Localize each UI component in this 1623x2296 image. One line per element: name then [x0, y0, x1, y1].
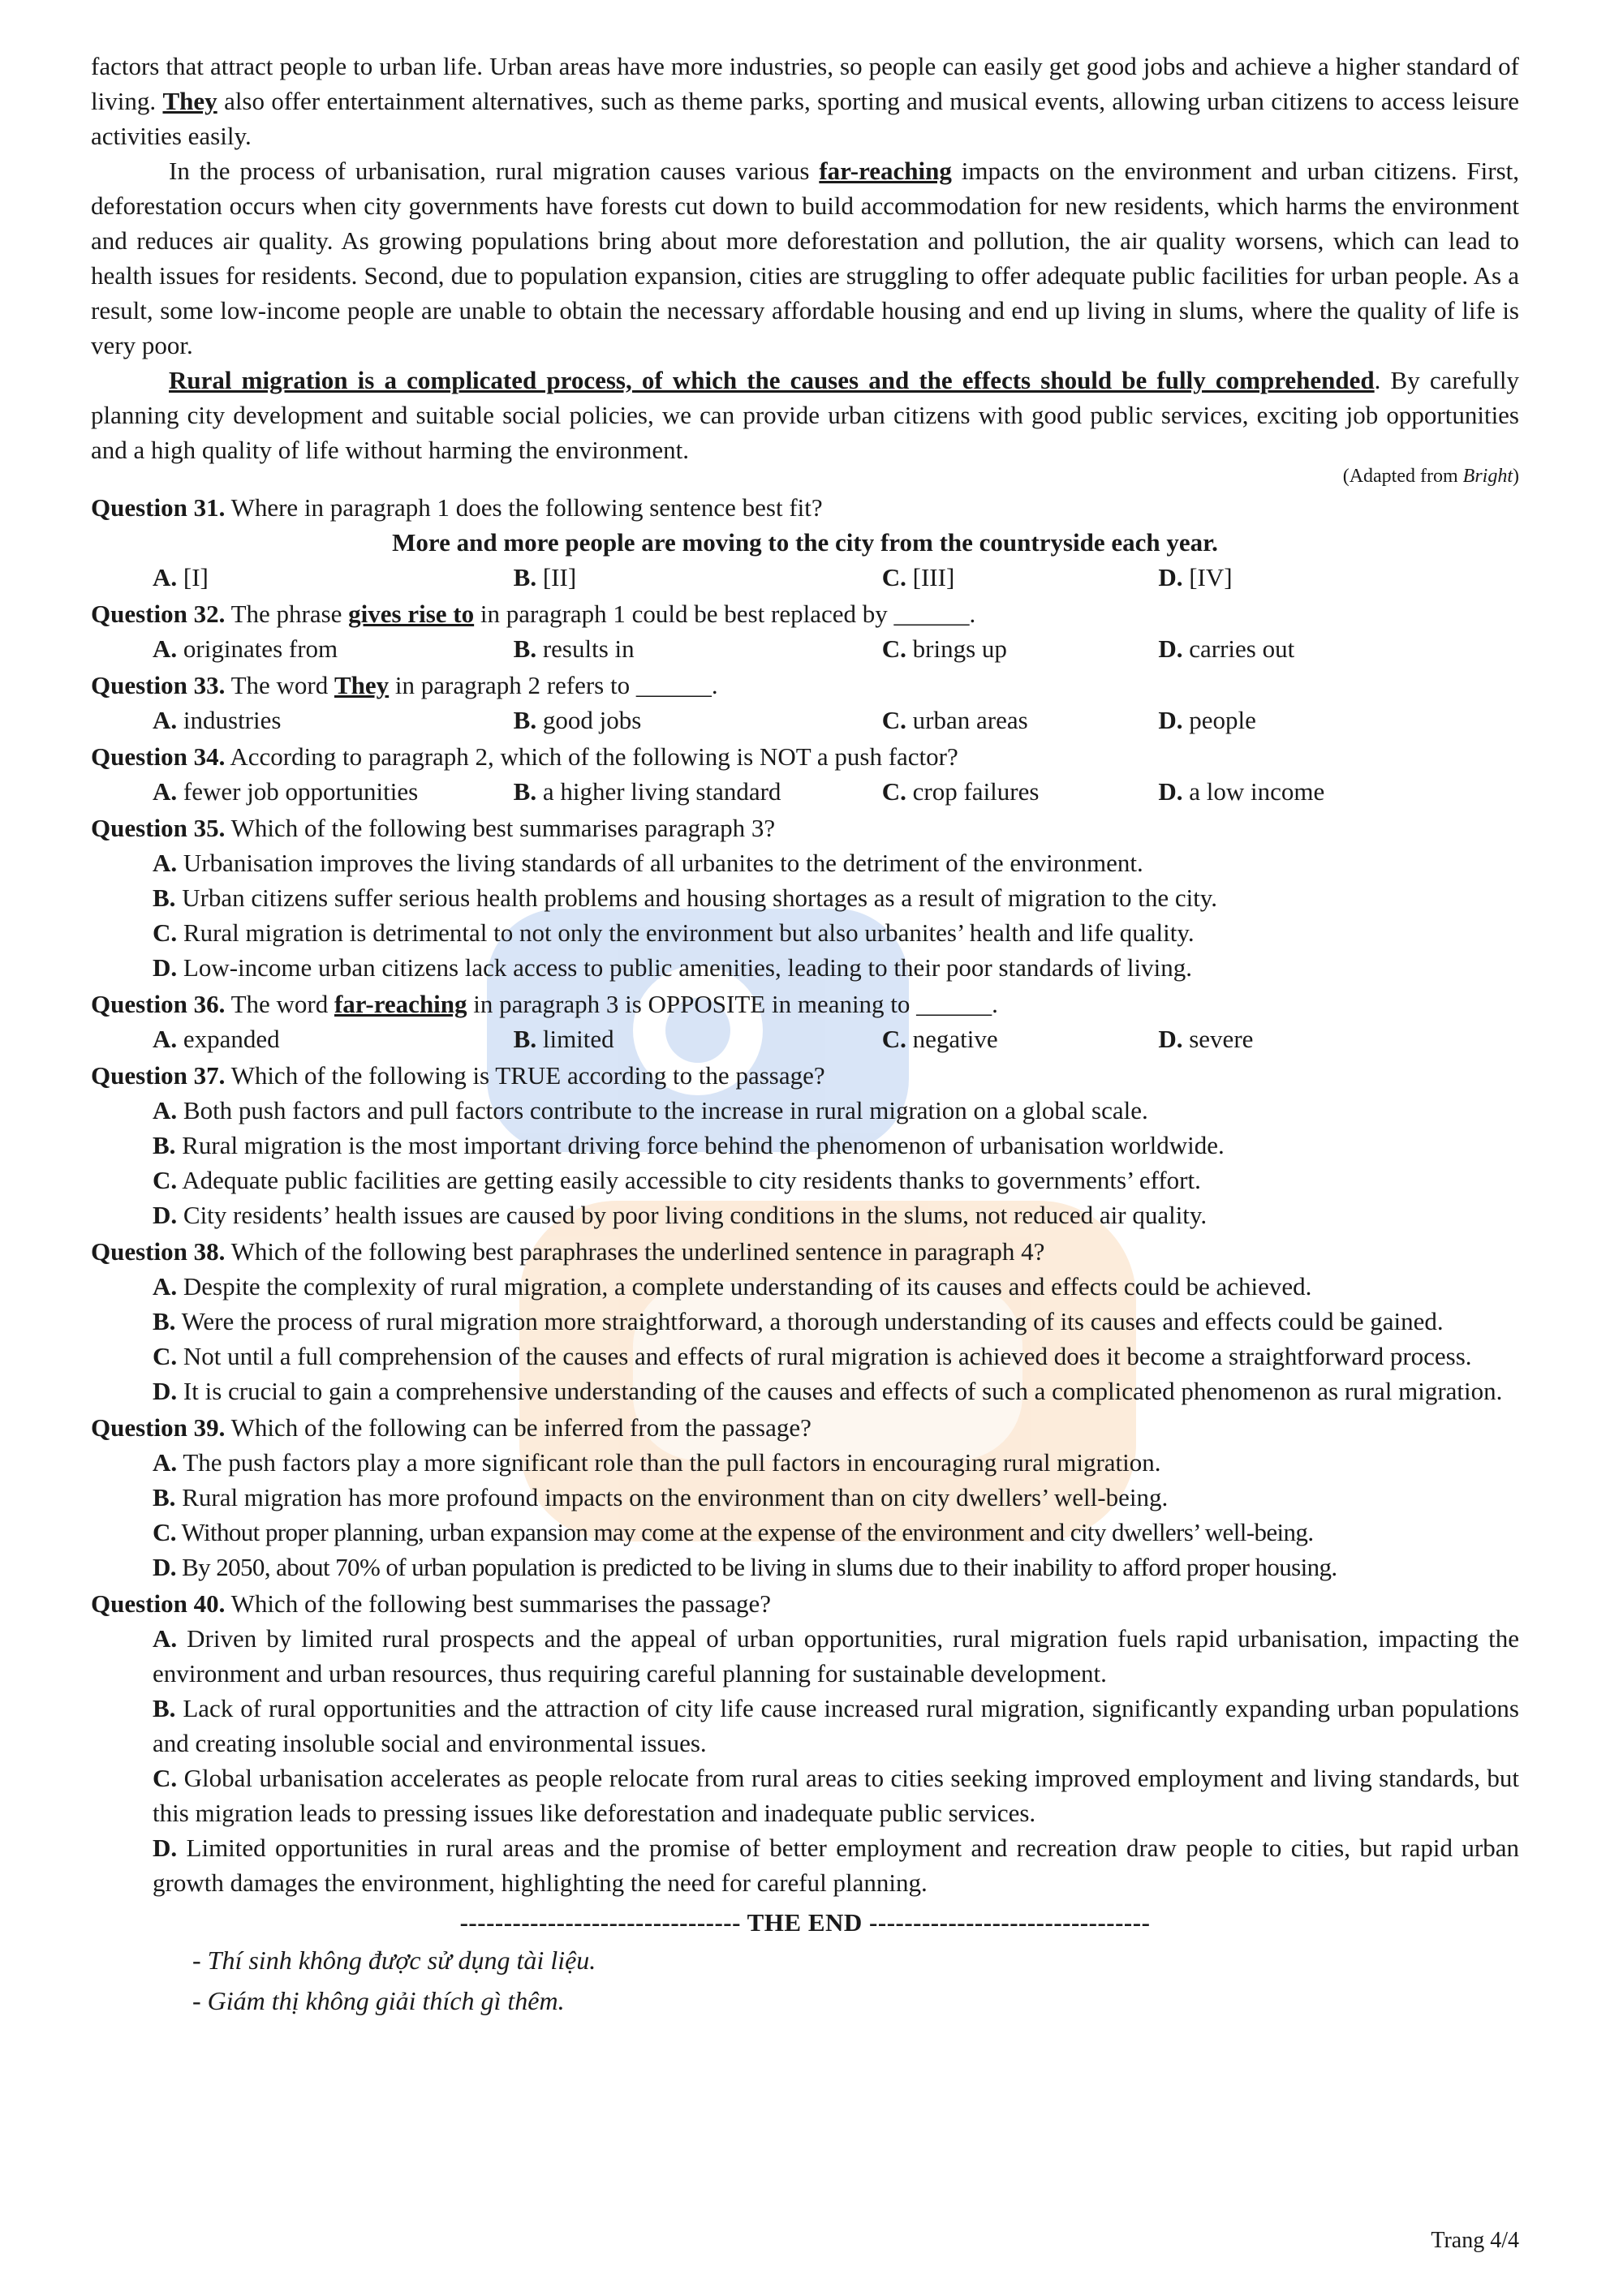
q35-option-d[interactable]: [91, 950, 1519, 985]
option-text: results in: [542, 634, 635, 663]
q39-option-c[interactable]: [91, 1515, 1519, 1550]
q33-post: in paragraph 2 refers to ______.: [394, 671, 718, 699]
option-text: [II]: [542, 563, 577, 591]
option-text: good jobs: [542, 706, 642, 734]
q39-text: Which of the following can be inferred from the passage?: [230, 1413, 812, 1442]
q34-option-d[interactable]: [1158, 774, 1519, 809]
q31-options: [91, 560, 1519, 595]
q36-option-b[interactable]: [514, 1021, 882, 1056]
the-end-divider: -------------------------------- THE END --------------------------------: [459, 1908, 1151, 1937]
q32-option-c[interactable]: [882, 631, 1159, 666]
q33-options: [91, 703, 1519, 737]
q32-option-b[interactable]: [514, 631, 882, 666]
question-31: [91, 490, 1519, 595]
q32-option-d[interactable]: [1158, 631, 1519, 666]
q37-option-a[interactable]: [91, 1093, 1519, 1128]
source-book: Bright: [1462, 466, 1513, 487]
q34-options: [91, 774, 1519, 809]
option-text: Limited opportunities in rural areas and the promise of better employment and recreation draw people to cities, but rapid urban growth damages the environment, highlighting the need for careful planning.: [153, 1834, 1519, 1897]
q33-option-a[interactable]: [153, 703, 514, 737]
q38-option-d[interactable]: [91, 1374, 1519, 1408]
option-text: [IV]: [1189, 563, 1233, 591]
option-label: B.: [153, 1307, 176, 1335]
source-prefix: (Adapted from: [1342, 466, 1463, 487]
option-label: D.: [1158, 1025, 1183, 1053]
q34-option-a[interactable]: [153, 774, 514, 809]
q35-option-a[interactable]: [91, 845, 1519, 880]
p3-far-reaching-underlined: far-reaching: [819, 157, 952, 185]
question-34: [91, 739, 1519, 809]
q33-number: Question 33.: [91, 671, 226, 699]
option-text: Adequate public facilities are getting easily accessible to city residents thanks to governments’ effort.: [182, 1166, 1201, 1194]
q37-option-d[interactable]: [91, 1197, 1519, 1232]
option-label: A.: [153, 634, 178, 663]
q31-text: Where in paragraph 1 does the following sentence best fit?: [230, 493, 823, 522]
option-text: Despite the complexity of rural migration, a complete understanding of its causes and effects could be achieved.: [183, 1272, 1312, 1301]
p4-text: . By carefully planning city development and suitable social policies, we can provide urban citizens with good public services, exciting job opportunities and a high quality of life without harming the environment.: [91, 366, 1520, 464]
option-label: C.: [153, 1166, 178, 1194]
option-label: C.: [881, 1025, 906, 1053]
q31-option-c[interactable]: [882, 560, 1159, 595]
exam-page: [91, 49, 1519, 2021]
option-label: A.: [153, 1624, 178, 1653]
option-label: A.: [153, 1025, 178, 1053]
question-40: [91, 1586, 1519, 1900]
option-text: Without proper planning, urban expansion may come at the expense of the environment and city dwellers’ well-being.: [181, 1518, 1314, 1546]
q38-number: Question 38.: [91, 1237, 226, 1266]
question-33: [91, 668, 1519, 737]
q40-text: Which of the following best summarises the passage?: [230, 1589, 772, 1618]
q36-options: [91, 1021, 1519, 1056]
option-text: fewer job opportunities: [183, 777, 419, 806]
option-text: a low income: [1189, 777, 1325, 806]
q31-target-sentence: More and more people are moving to the city from the countryside each year.: [392, 528, 1218, 557]
q36-option-c[interactable]: [882, 1021, 1159, 1056]
option-label: B.: [153, 1694, 176, 1722]
option-label: B.: [153, 884, 176, 912]
passage-paragraph-2: [91, 49, 1519, 153]
option-text: a higher living standard: [542, 777, 781, 806]
option-text: Global urbanisation accelerates as people relocate from rural areas to cities seeking improved employment and living standards, but this migration leads to pressing issues like deforestation and inadequate public services.: [153, 1764, 1520, 1827]
option-label: D.: [153, 1201, 178, 1229]
option-label: C.: [881, 563, 906, 591]
question-36: [91, 987, 1519, 1056]
option-text: Were the process of rural migration more straightforward, a thorough understanding of its causes and effects could be gained.: [181, 1307, 1444, 1335]
q37-option-b[interactable]: [91, 1128, 1519, 1163]
q38-text: Which of the following best paraphrases the underlined sentence in paragraph 4?: [230, 1237, 1045, 1266]
passage-paragraph-4: [91, 363, 1519, 467]
q40-option-b[interactable]: [91, 1691, 1519, 1761]
option-text: brings up: [912, 634, 1007, 663]
option-label: A.: [153, 777, 178, 806]
q34-option-c[interactable]: [882, 774, 1159, 809]
q36-pre: The word: [230, 990, 329, 1018]
q40-number: Question 40.: [91, 1589, 226, 1618]
option-text: Both push factors and pull factors contribute to the increase in rural migration on a global scale.: [183, 1096, 1148, 1124]
source-citation: [91, 464, 1519, 488]
q37-option-c[interactable]: [91, 1163, 1519, 1197]
option-label: C.: [881, 706, 906, 734]
option-text: limited: [542, 1025, 614, 1053]
p2-text-1: factors that attract people to urban life. Urban areas have more industries, so people can easily get good jobs and achieve a higher standard of living.: [91, 52, 1519, 115]
question-35: [91, 810, 1519, 985]
q40-option-c[interactable]: [91, 1761, 1519, 1830]
option-text: expanded: [183, 1025, 280, 1053]
option-label: B.: [153, 1483, 176, 1511]
option-text: severe: [1189, 1025, 1254, 1053]
q34-number: Question 34.: [91, 742, 226, 771]
q31-option-d[interactable]: [1158, 560, 1519, 595]
option-label: D.: [1158, 777, 1183, 806]
q40-option-d[interactable]: [91, 1830, 1519, 1900]
option-text: The push factors play a more significant role than the pull factors in encouraging rural migration.: [183, 1448, 1161, 1477]
option-label: D.: [153, 1834, 178, 1862]
option-text: industries: [183, 706, 282, 734]
q33-option-c[interactable]: [882, 703, 1159, 737]
q33-option-b[interactable]: [514, 703, 882, 737]
question-37: [91, 1058, 1519, 1232]
option-label: B.: [513, 777, 537, 806]
option-label: B.: [513, 706, 537, 734]
q39-option-d[interactable]: [91, 1550, 1519, 1584]
option-text: [III]: [912, 563, 955, 591]
option-text: Urbanisation improves the living standards of all urbanites to the detriment of the environment.: [183, 849, 1143, 877]
option-text: City residents’ health issues are caused by poor living conditions in the slums, not reduced air quality.: [183, 1201, 1208, 1229]
q35-number: Question 35.: [91, 814, 226, 842]
option-text: Low-income urban citizens lack access to public amenities, leading to their poor standards of living.: [183, 953, 1192, 982]
q36-number: Question 36.: [91, 990, 226, 1018]
option-text: carries out: [1189, 634, 1295, 663]
q39-number: Question 39.: [91, 1413, 226, 1442]
q38-option-b[interactable]: [91, 1304, 1519, 1339]
option-label: B.: [513, 634, 537, 663]
q32-key-phrase: gives rise to: [348, 600, 475, 628]
option-label: D.: [153, 1553, 176, 1581]
option-label: A.: [153, 1096, 178, 1124]
q32-option-a[interactable]: [153, 631, 514, 666]
option-label: B.: [513, 563, 537, 591]
option-label: B.: [513, 1025, 537, 1053]
option-label: D.: [1158, 634, 1183, 663]
p2-they-underlined: They: [162, 87, 217, 115]
q33-option-d[interactable]: [1158, 703, 1519, 737]
q35-option-c[interactable]: [91, 915, 1519, 950]
option-label: A.: [153, 706, 178, 734]
q34-text: According to paragraph 2, which of the following is NOT a push factor?: [230, 742, 958, 771]
option-text: Rural migration is the most important driving force behind the phenomenon of urbanisation worldwide.: [182, 1131, 1225, 1159]
option-text: Driven by limited rural prospects and the appeal of urban opportunities, rural migration fuels rapid urbanisation, impacting the environment and urban resources, thus requiring careful planning for sustainable development.: [153, 1624, 1520, 1688]
option-label: D.: [153, 953, 178, 982]
q36-option-a[interactable]: [153, 1021, 514, 1056]
q37-number: Question 37.: [91, 1061, 226, 1090]
page-number: Trang 4/4: [1431, 2228, 1519, 2253]
option-text: It is crucial to gain a comprehensive understanding of the causes and effects of such a complicated phenomenon as rural migration.: [183, 1377, 1503, 1405]
q32-post: in paragraph 1 could be best replaced by ______.: [480, 600, 976, 628]
option-text: Not until a full comprehension of the causes and effects of rural migration is achieved does it become a straightforward process.: [183, 1342, 1472, 1370]
option-label: A.: [153, 1448, 178, 1477]
option-text: negative: [912, 1025, 998, 1053]
option-text: urban areas: [912, 706, 1028, 734]
option-label: D.: [1158, 563, 1183, 591]
p3-text-2: impacts on the environment and urban citizens. First, deforestation occurs when city governments have forests cut down to build accommodation for new residents, which harms the environment and reduces air quality. As growing populations bring about more deforestation and pollution, the air quality worsens, which can lead to health issues for residents. Second, due to population expansion, cities are struggling to offer adequate public facilities for urban people. As a result, some low-income people are unable to obtain the necessary affordable housing and end up living in slums, where the quality of life is very poor.: [91, 157, 1520, 359]
option-text: Rural migration is detrimental to not only the environment but also urbanites’ health and life quality.: [183, 918, 1195, 947]
option-text: Urban citizens suffer serious health problems and housing shortages as a result of migration to the city.: [182, 884, 1218, 912]
option-text: originates from: [183, 634, 338, 663]
option-text: [I]: [183, 563, 209, 591]
passage-paragraph-3: [91, 153, 1519, 363]
q33-pre: The word: [230, 671, 329, 699]
option-label: A.: [153, 849, 178, 877]
q32-number: Question 32.: [91, 600, 226, 628]
q33-key-word: They: [334, 671, 390, 699]
option-text: Lack of rural opportunities and the attraction of city life cause increased rural migration, significantly expanding urban populations and creating insoluble social and environmental issues.: [153, 1694, 1520, 1757]
option-label: A.: [153, 1272, 178, 1301]
p2-text-2: also offer entertainment alternatives, such as theme parks, sporting and musical events, allowing urban citizens to access leisure activities easily.: [91, 87, 1519, 150]
option-text: By 2050, about 70% of urban population is predicted to be living in slums due to their inability to afford proper housing.: [182, 1553, 1337, 1581]
p4-underlined-sentence: Rural migration is a complicated process, of which the causes and the effects should be fully comprehended: [169, 366, 1375, 394]
q35-text: Which of the following best summarises paragraph 3?: [230, 814, 776, 842]
option-text: people: [1189, 706, 1256, 734]
option-label: C.: [153, 1764, 178, 1792]
q36-key-word: far-reaching: [334, 990, 467, 1018]
option-label: C.: [881, 634, 906, 663]
q39-option-a[interactable]: [91, 1445, 1519, 1480]
p3-text-1: In the process of urbanisation, rural migration causes various: [169, 157, 810, 185]
option-label: B.: [153, 1131, 176, 1159]
question-39: [91, 1410, 1519, 1584]
option-label: C.: [153, 918, 178, 947]
option-label: C.: [153, 1518, 176, 1546]
q35-option-b[interactable]: [91, 880, 1519, 915]
q38-option-a[interactable]: [91, 1269, 1519, 1304]
q38-option-c[interactable]: [91, 1339, 1519, 1374]
q31-option-a[interactable]: [153, 560, 514, 595]
q37-text: Which of the following is TRUE according to the passage?: [230, 1061, 825, 1090]
footer-note-1: - Thí sinh không được sử dụng tài liệu.: [192, 1946, 596, 1975]
question-32: [91, 596, 1519, 666]
question-38: [91, 1234, 1519, 1408]
footer-note-2: - Giám thị không giải thích gì thêm.: [192, 1986, 565, 2015]
option-text: Rural migration has more profound impacts on the environment than on city dwellers’ well-being.: [182, 1483, 1169, 1511]
q36-option-d[interactable]: [1158, 1021, 1519, 1056]
option-label: C.: [881, 777, 906, 806]
q31-number: Question 31.: [91, 493, 226, 522]
q32-options: [91, 631, 1519, 666]
q31-option-b[interactable]: [514, 560, 882, 595]
q36-post: in paragraph 3 is OPPOSITE in meaning to ______.: [473, 990, 998, 1018]
option-label: D.: [153, 1377, 178, 1405]
q39-option-b[interactable]: [91, 1480, 1519, 1515]
source-suffix: ): [1513, 466, 1519, 487]
q32-pre: The phrase: [230, 600, 342, 628]
option-label: D.: [1158, 706, 1183, 734]
q40-option-a[interactable]: [91, 1621, 1519, 1691]
q34-option-b[interactable]: [514, 774, 882, 809]
option-label: C.: [153, 1342, 178, 1370]
option-text: crop failures: [912, 777, 1040, 806]
option-label: A.: [153, 563, 178, 591]
